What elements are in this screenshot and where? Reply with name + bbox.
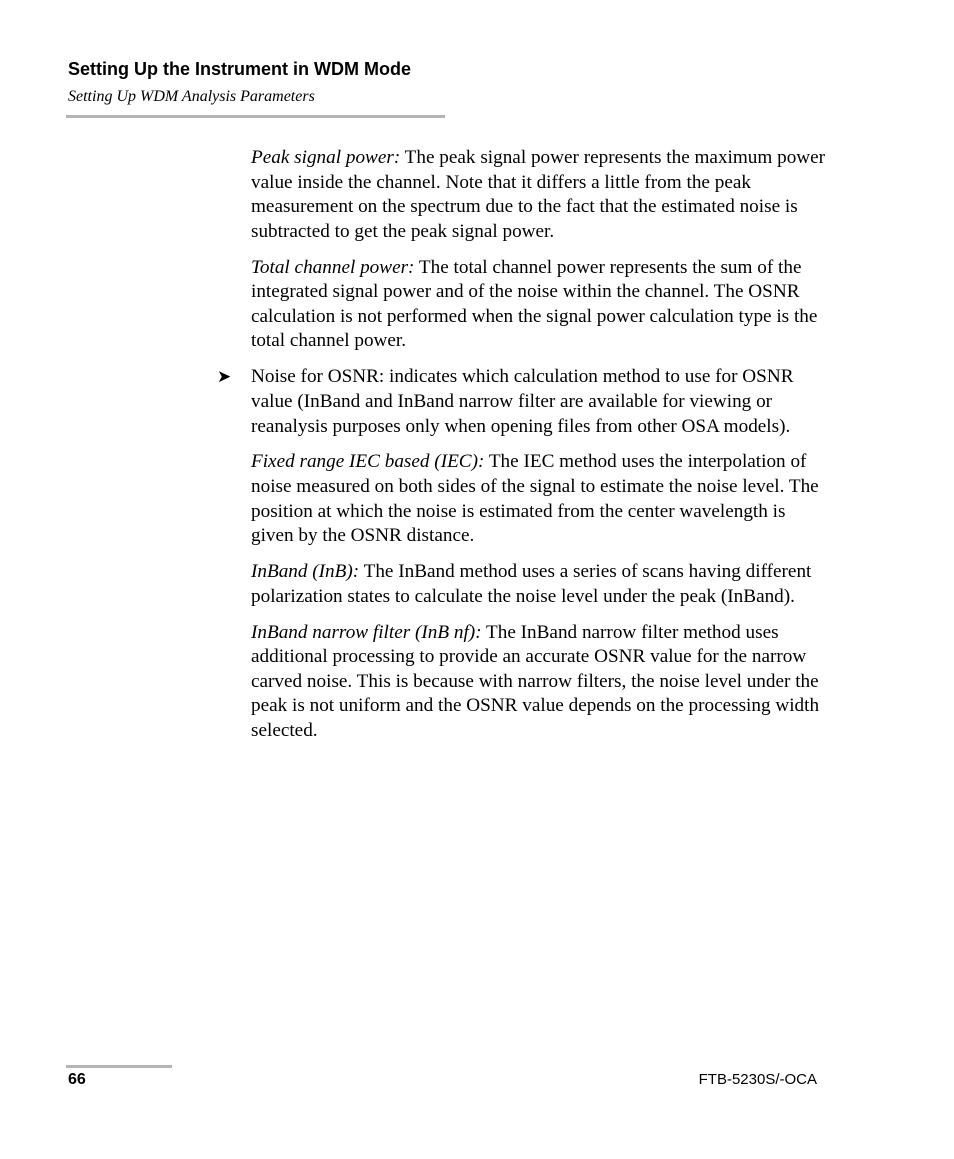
definition-term: InBand (InB): (251, 561, 360, 583)
page-section-title: Setting Up the Instrument in WDM Mode (68, 59, 411, 79)
definition-text: The InBand narrow filter method uses additional processing to provide an accurate OSNR value for the narrow carved noise. This is because with narrow filters, the noise level under the peak is not uniform and the OSNR value depends on the processing width selected. (251, 621, 820, 741)
definition-term: Total channel power: (251, 256, 415, 278)
document-id: FTB-5230S/-OCA (698, 1071, 817, 1088)
arrow-bullet-icon: ➤ (217, 367, 232, 388)
footer-divider (66, 1065, 172, 1068)
definition-term: InBand narrow filter (InB nf): (251, 621, 482, 643)
noise-for-osnr-bullet (217, 365, 831, 439)
definition-text: The InBand method uses a series of scans having different polarization states to calculate the noise level under the peak (InBand). (251, 561, 812, 607)
page-number: 66 (68, 1071, 86, 1088)
definition-term: Peak signal power: (251, 147, 401, 168)
peak-signal-power-paragraph (251, 146, 831, 244)
bullet-text: Noise for OSNR: indicates which calculation method to use for OSNR value (InBand and InBand narrow filter are available for viewing or reanalysis purposes only when opening files from other OSA models). (251, 366, 794, 437)
fixed-range-iec-paragraph (251, 450, 831, 548)
definition-term: Fixed range IEC based (IEC): (251, 451, 485, 473)
total-channel-power-paragraph (251, 256, 831, 354)
body-content (217, 146, 831, 755)
definition-text: The total channel power represents the sum of the integrated signal power and of the noise within the channel. The OSNR calculation is not performed when the signal power calculation type is the total channel power. (251, 256, 818, 352)
header-divider (66, 115, 445, 118)
inband-paragraph (251, 560, 831, 609)
definition-text: The peak signal power represents the maximum power value inside the channel. Note that it differs a little from the peak measurement on the spectrum due to the fact that the estimated noise is subtracted to get the peak signal power. (251, 147, 826, 242)
inband-narrow-filter-paragraph (251, 621, 831, 744)
page-subsection-title: Setting Up WDM Analysis Parameters (68, 88, 315, 105)
definition-text: The IEC method uses the interpolation of noise measured on both sides of the signal to estimate the noise level. The position at which the noise is estimated from the center wavelength is given by the OSNR distance. (251, 451, 819, 547)
